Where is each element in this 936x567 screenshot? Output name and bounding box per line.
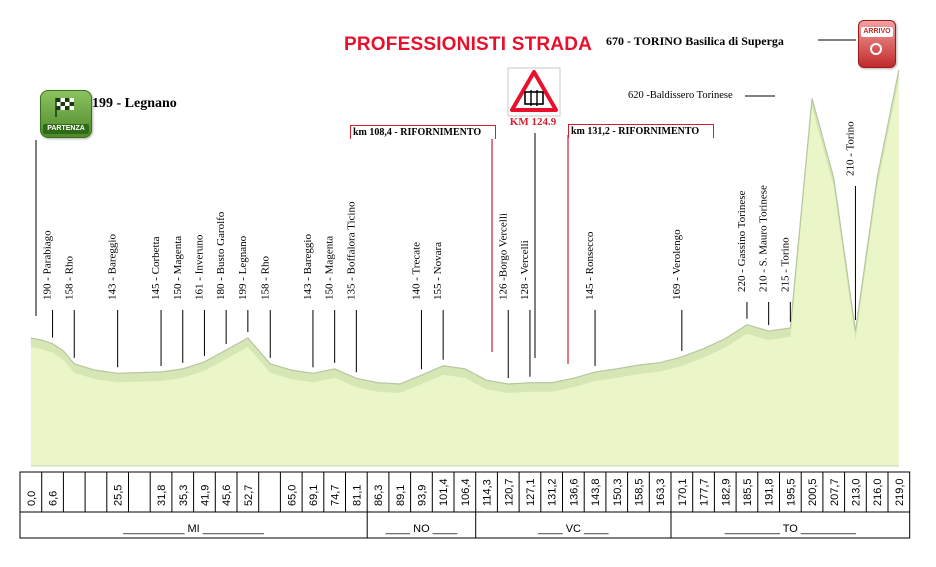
distance-tick-label: 120,7: [503, 478, 516, 506]
town-label: 180 - Busto Garolfo: [215, 211, 228, 300]
distance-tick-label: 41,9: [199, 484, 212, 506]
town-label: 135 - Boffalora Ticino: [345, 201, 358, 300]
distance-tick-label: 101,4: [438, 478, 451, 506]
town-label: 145 - Corbetta: [150, 236, 163, 300]
distance-tick-label: 45,6: [221, 484, 234, 506]
distance-tick-label: 31,8: [156, 484, 169, 506]
distance-tick-label: 0,0: [25, 490, 38, 506]
distance-tick-label: 136,6: [568, 478, 581, 506]
town-label: 143 - Bareggio: [301, 234, 314, 300]
town-label: 210 - S. Mauro Torinese: [757, 185, 770, 292]
town-label: 190 - Parabiago: [41, 230, 54, 300]
town-label: 210 - Torino: [844, 121, 857, 176]
start-label: 199 - Legnano: [92, 96, 177, 111]
town-label: 143 - Bareggio: [106, 234, 119, 300]
town-label: 155 - Novara: [432, 241, 445, 300]
railway-crossing-icon: [508, 68, 560, 116]
town-label: 150 - Magenta: [323, 235, 336, 300]
feed-zone-label: km 108,4 - RIFORNIMENTO: [350, 125, 496, 139]
distance-tick-label: 6,6: [47, 490, 60, 506]
distance-tick-label: 131,2: [546, 478, 559, 506]
distance-tick-label: 65,0: [286, 484, 299, 506]
town-label: 161 - Inveruno: [193, 234, 206, 300]
distance-tick-label: 200,5: [807, 478, 820, 506]
distance-tick-label: 52,7: [242, 484, 255, 506]
summit-label: 620 -Baldissero Torinese: [628, 90, 733, 101]
town-label: 215 - Torino: [779, 237, 792, 292]
town-label: 126 -Borgo Vercelli: [497, 213, 510, 300]
distance-tick-label: 195,5: [785, 478, 798, 506]
distance-tick-label: 219,0: [893, 478, 906, 506]
distance-tick-label: 114,3: [481, 479, 494, 506]
distance-tick-label: 150,3: [611, 478, 624, 506]
town-label: 169 - Verolengo: [670, 229, 683, 300]
province-label: ____ VC ____: [538, 523, 609, 535]
province-label: _________ TO _________: [724, 523, 856, 535]
province-label: ____ NO ____: [385, 523, 458, 535]
distance-tick-label: 177,7: [698, 478, 711, 506]
start-badge-text: PARTENZA: [43, 124, 89, 134]
distance-tick-label: 185,5: [741, 478, 754, 506]
distance-tick-label: 69,1: [307, 484, 320, 506]
finish-badge-text: ARRIVO: [861, 27, 893, 37]
distance-tick-label: 93,9: [416, 484, 429, 506]
town-label: 145 - Ronsecco: [584, 231, 597, 300]
feed-zone-label: km 131,2 - RIFORNIMENTO: [568, 124, 714, 138]
province-label: __________ MI __________: [123, 523, 264, 535]
distance-tick-label: 158,5: [633, 478, 646, 506]
distance-tick-label: 89,1: [394, 484, 407, 506]
distance-tick-label: 213,0: [850, 478, 863, 506]
finish-label: 670 - TORINO Basilica di Superga: [606, 34, 784, 48]
town-label: 158 - Rho: [259, 256, 272, 300]
railway-km-label: KM 124.9: [509, 116, 557, 128]
distance-tick-label: 25,5: [112, 484, 125, 506]
distance-tick-label: 207,7: [828, 478, 841, 506]
finish-target-icon: [870, 43, 882, 55]
town-label: 140 - Trecate: [410, 241, 423, 300]
checkered-flag-icon: [53, 96, 77, 118]
distance-tick-label: 182,9: [720, 478, 733, 506]
finish-badge: [858, 20, 896, 68]
town-label: 199 - Legnano: [236, 235, 249, 300]
start-badge: [40, 90, 92, 138]
distance-tick-label: 163,3: [655, 478, 668, 506]
chart-title: PROFESSIONISTI STRADA: [344, 34, 593, 55]
distance-tick-label: 74,7: [329, 484, 342, 506]
distance-tick-label: 170,1: [676, 478, 689, 506]
town-label: 150 - Magenta: [171, 235, 184, 300]
distance-tick-label: 81,1: [351, 484, 364, 506]
distance-tick-label: 35,3: [177, 484, 190, 506]
distance-tick-label: 86,3: [373, 484, 386, 506]
distance-tick-label: 143,8: [590, 478, 603, 506]
distance-tick-label: 106,4: [459, 478, 472, 506]
town-label: 128 - Vercelli: [518, 240, 531, 300]
town-label: 158 - Rho: [63, 256, 76, 300]
town-label: 220 - Gassino Torinese: [735, 190, 748, 292]
distance-tick-label: 191,8: [763, 478, 776, 506]
distance-tick-label: 127,1: [524, 478, 537, 506]
distance-tick-label: 216,0: [872, 478, 885, 506]
